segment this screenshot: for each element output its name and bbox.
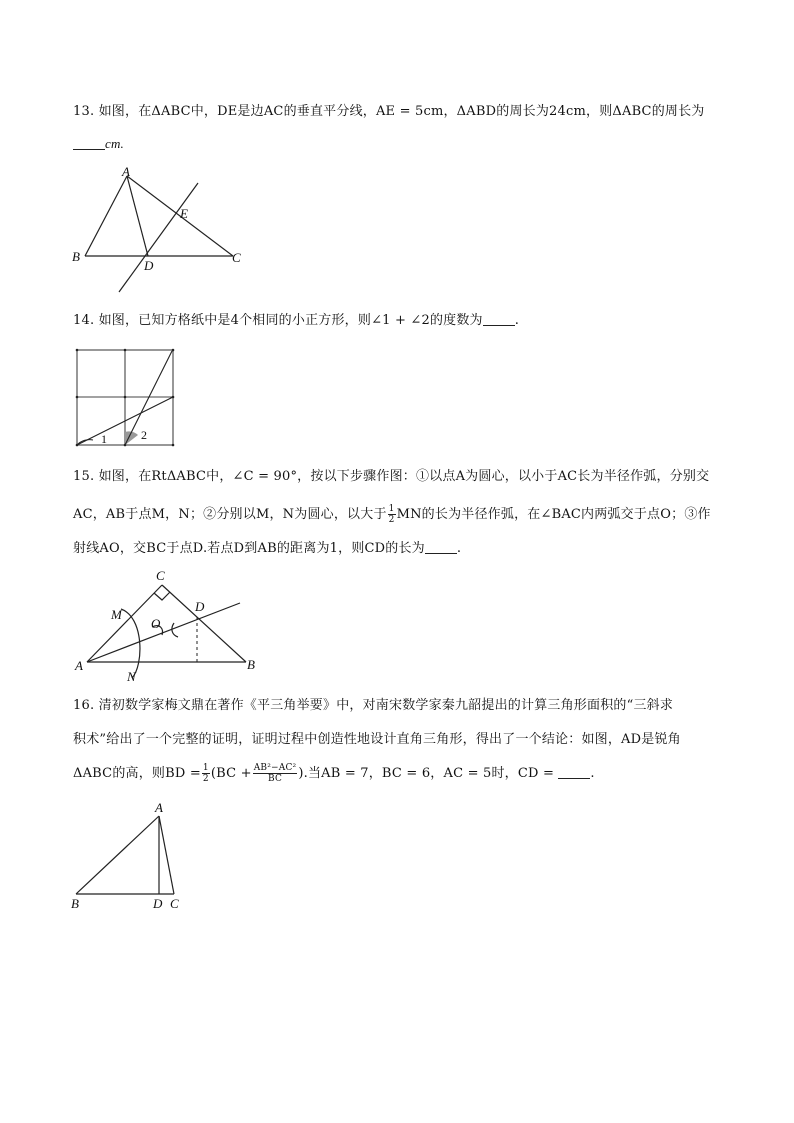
q15-label-o: O <box>151 616 161 631</box>
q16-answer-blank[interactable] <box>558 766 590 779</box>
q16-text-line1: 16. 清初数学家梅文鼎在著作《平三角举要》中，对南宋数学家秦九韶提出的计算三角形面积的“三斜求 <box>73 698 674 713</box>
q15-text-line3 <box>73 540 461 558</box>
q14-text <box>73 312 519 330</box>
q15-text-line2-b: MN的长为半径作弧，在∠BAC内两弧交于点O；③作 <box>396 507 711 522</box>
q16-label-c: C <box>170 896 179 911</box>
q16-figure <box>62 797 192 915</box>
q16-label-a: A <box>155 800 163 815</box>
q13-label-e: E <box>180 206 188 221</box>
q16-label-d: D <box>153 896 163 911</box>
q16-frac1-den: 2 <box>202 774 209 784</box>
q16-frac1-num: 1 <box>202 763 209 773</box>
q16-text-line3-a: ΔABC的高，则BD = <box>73 766 201 781</box>
q15-right-angle-mark <box>154 592 170 600</box>
q16-frac2-den: BC <box>267 774 283 784</box>
q15-fraction-half <box>388 504 396 525</box>
q15-ray-ao <box>87 603 240 662</box>
q13-label-b: B <box>72 249 80 264</box>
q15-text-line3-a: 射线AO，交BC于点D.若点D到AB的距离为1，则CD的长为 <box>73 541 425 556</box>
q14-diagonal-2 <box>125 351 172 445</box>
q16-side-ac <box>159 816 174 894</box>
q16-text-line3-b: (BC + <box>210 766 252 781</box>
q15-arc-o2 <box>172 623 178 637</box>
q14-text-a: 14. 如图，已知方格纸中是4个相同的小正方形，则∠1 + ∠2的度数为 <box>73 313 483 328</box>
q14-figure <box>70 343 180 451</box>
q16-label-b: B <box>71 896 79 911</box>
q13-label-a: A <box>122 164 130 179</box>
q16-frac2-num: AB²−AC² <box>253 763 297 773</box>
q15-label-d: D <box>195 599 205 614</box>
q16-text-line3 <box>73 763 595 784</box>
q14-angle2-shade <box>125 431 138 445</box>
q13-side-ab <box>85 176 127 256</box>
q13-segment-ad <box>127 176 148 256</box>
q15-label-a: A <box>75 658 83 673</box>
q13-figure <box>60 162 260 297</box>
q15-text-line2 <box>73 504 711 525</box>
q15-frac-den: 2 <box>388 515 395 525</box>
q13-text-line2 <box>73 135 124 154</box>
q15-side-cb <box>162 585 246 662</box>
q15-arc-mn <box>121 609 140 678</box>
q16-fraction-half <box>202 763 210 784</box>
q14-label-angle2: 2 <box>141 428 147 442</box>
q15-text-line3-b: . <box>456 541 462 556</box>
q15-text-line2-a: AC，AB于点M，N；②分别以M，N为圆心，以大于 <box>73 507 387 522</box>
q16-text-line3-d: . <box>590 766 595 781</box>
q16-fraction-ab-ac <box>253 763 298 784</box>
q15-label-n: N <box>127 669 136 683</box>
q13-answer-blank[interactable] <box>73 137 105 150</box>
q13-unit: cm. <box>105 136 125 151</box>
q15-figure <box>66 565 276 683</box>
q15-label-c: C <box>156 568 165 583</box>
q15-answer-blank[interactable] <box>425 541 457 554</box>
q16-text-line3-c: ).当AB = 7，BC = 6，AC = 5时，CD = <box>298 766 555 781</box>
q16-text-line2: 积术”给出了一个完整的证明，证明过程中创造性地设计直角三角形，得出了一个结论：如图，AD是锐角 <box>73 732 681 747</box>
q15-frac-num: 1 <box>388 504 395 514</box>
q13-text-line1: 13. 如图，在ΔABC中，DE是边AC的垂直平分线，AE = 5cm，ΔABD的周长为24cm，则ΔABC的周长为 <box>73 104 705 119</box>
q15-label-b: B <box>247 657 255 672</box>
q13-label-d: D <box>144 258 154 273</box>
q13-label-c: C <box>232 250 241 265</box>
q15-text-line1: 15. 如图，在RtΔABC中，∠C = 90°，按以下步骤作图：①以点A为圆心，以小于AC长为半径作弧，分别交 <box>73 469 710 484</box>
q14-text-b: . <box>514 313 520 328</box>
q14-answer-blank[interactable] <box>483 313 515 326</box>
q16-side-ab <box>76 816 159 894</box>
q14-label-angle1: 1 <box>101 432 107 446</box>
q15-label-m: M <box>111 607 122 622</box>
